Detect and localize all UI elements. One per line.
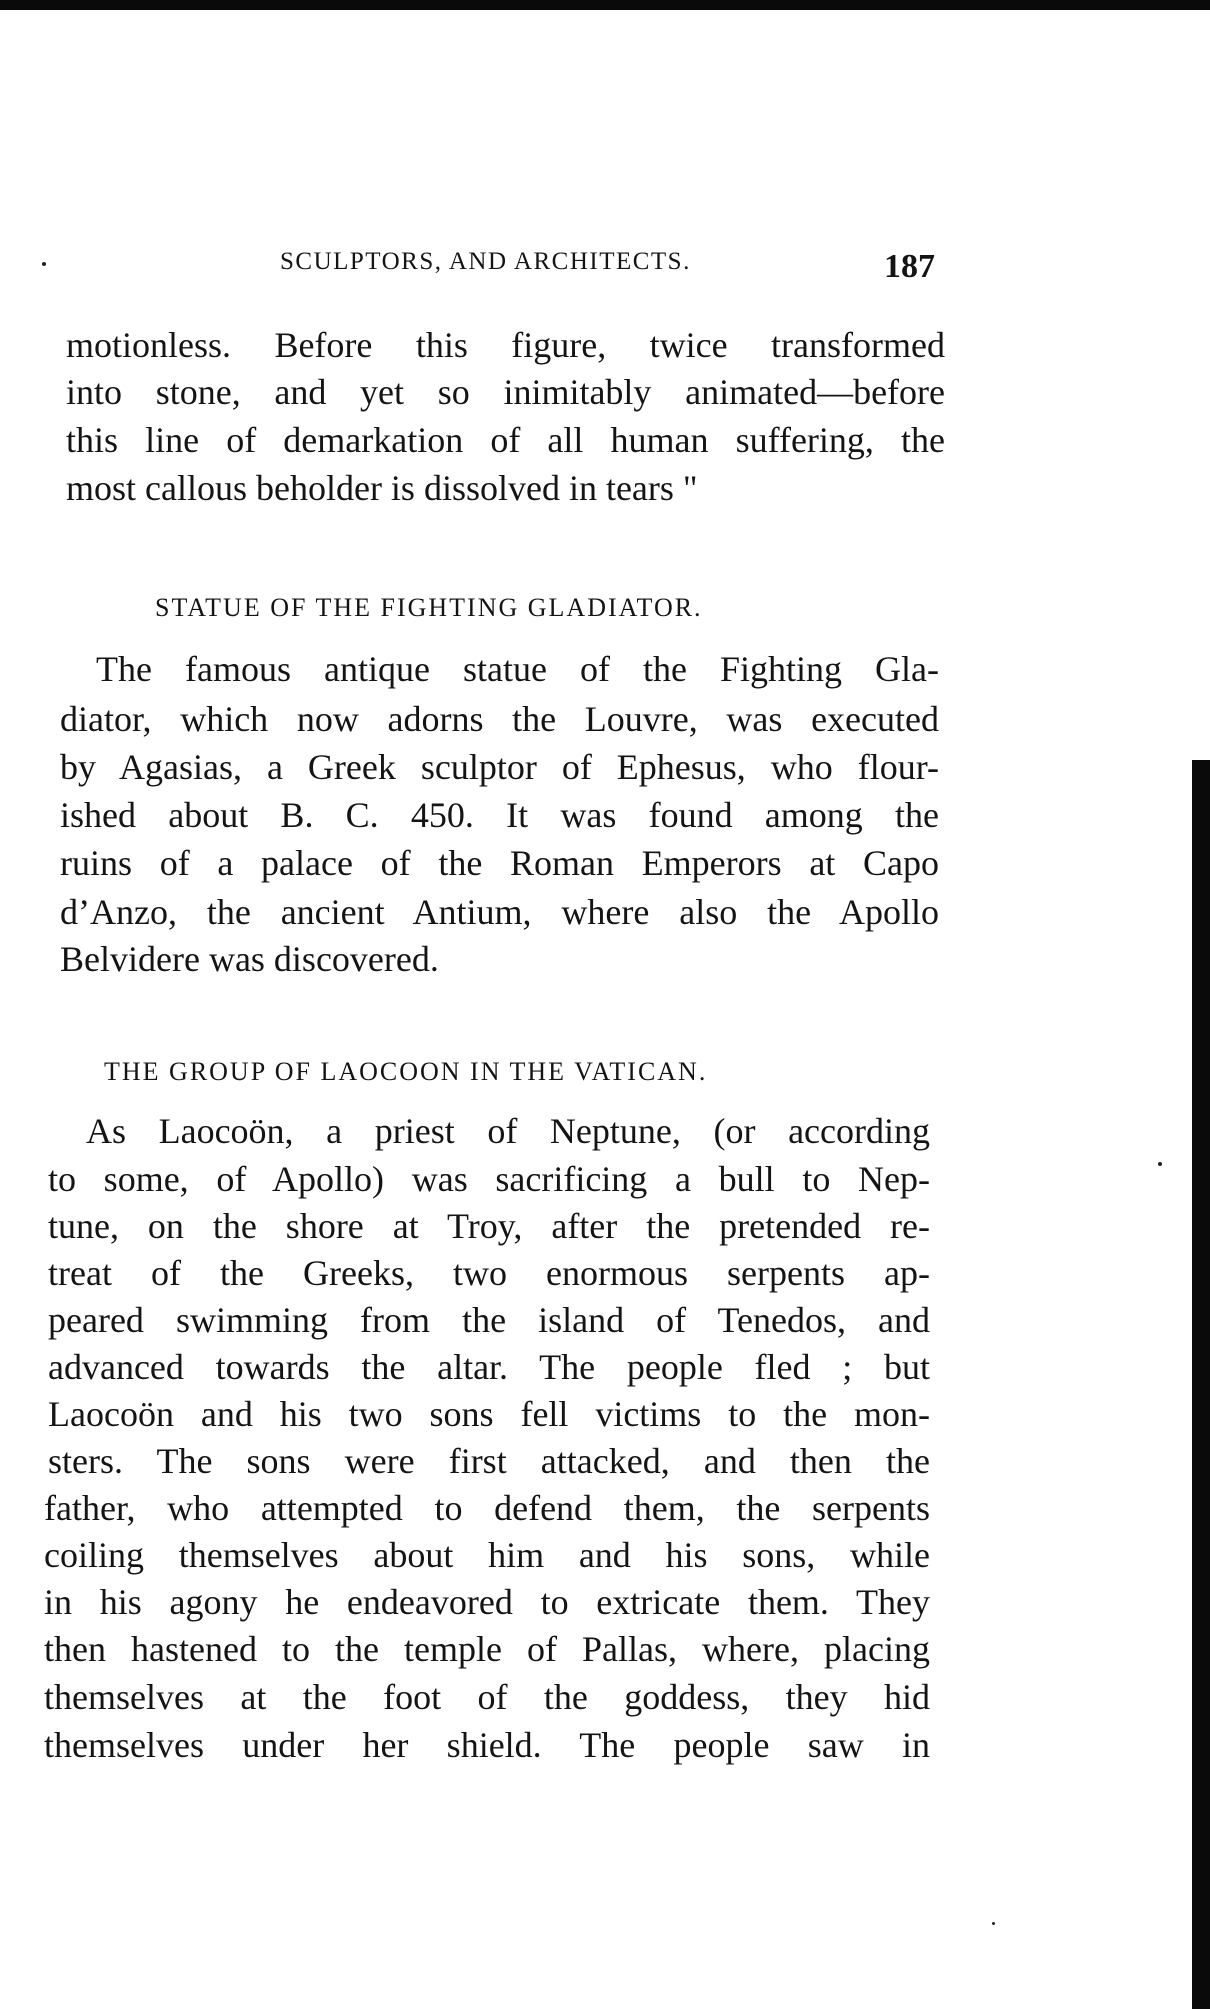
text-line: d’Anzo, the ancient Antium, where also the Apollo	[60, 892, 939, 932]
text-line: then hastened to the temple of Pallas, where, placing	[44, 1629, 930, 1669]
scan-speck	[1158, 1162, 1162, 1166]
text-line: As Laocoön, a priest of Neptune, (or according	[86, 1111, 930, 1151]
text-line: diator, which now adorns the Louvre, was executed	[60, 699, 939, 739]
text-line: coiling themselves about him and his sons, while	[44, 1535, 930, 1575]
text-line: ished about B. C. 450. It was found among the	[60, 795, 939, 835]
scan-speck	[992, 1922, 995, 1925]
page-number: 187	[884, 248, 935, 285]
section-heading: STATUE OF THE FIGHTING GLADIATOR.	[155, 593, 703, 622]
text-line: themselves under her shield. The people saw in	[44, 1725, 930, 1765]
text-line: this line of demarkation of all human suffering, the	[66, 420, 945, 460]
text-line: into stone, and yet so inimitably animated—before	[66, 372, 945, 412]
text-line: peared swimming from the island of Tenedos, and	[48, 1300, 930, 1340]
text-line: by Agasias, a Greek sculptor of Ephesus, who flour-	[60, 747, 939, 787]
scan-right-border	[1192, 760, 1210, 2009]
text-line: themselves at the foot of the goddess, they hid	[44, 1677, 930, 1717]
text-line: tune, on the shore at Troy, after the pretended re-	[48, 1206, 930, 1246]
text-line: sters. The sons were first attacked, and then the	[48, 1441, 930, 1481]
section-heading: THE GROUP OF LAOCOON IN THE VATICAN.	[104, 1057, 708, 1086]
text-line: father, who attempted to defend them, the serpents	[44, 1488, 930, 1528]
text-line: most callous beholder is dissolved in tears "	[66, 468, 698, 508]
text-line: Laocoön and his two sons fell victims to the mon-	[48, 1394, 930, 1434]
text-line: advanced towards the altar. The people fled ; but	[48, 1347, 930, 1387]
running-head: SCULPTORS, AND ARCHITECTS.	[280, 248, 691, 275]
scan-speck	[42, 262, 46, 266]
text-line: treat of the Greeks, two enormous serpents ap-	[48, 1253, 930, 1293]
text-line: in his agony he endeavored to extricate them. They	[44, 1582, 930, 1622]
text-line: ruins of a palace of the Roman Emperors at Capo	[60, 843, 939, 883]
text-line: motionless. Before this figure, twice transformed	[66, 325, 945, 365]
scan-top-border	[0, 0, 1210, 10]
text-line: to some, of Apollo) was sacrificing a bull to Nep-	[48, 1159, 930, 1199]
text-line: Belvidere was discovered.	[60, 939, 439, 979]
text-line: The famous antique statue of the Fighting Gla-	[96, 649, 939, 689]
